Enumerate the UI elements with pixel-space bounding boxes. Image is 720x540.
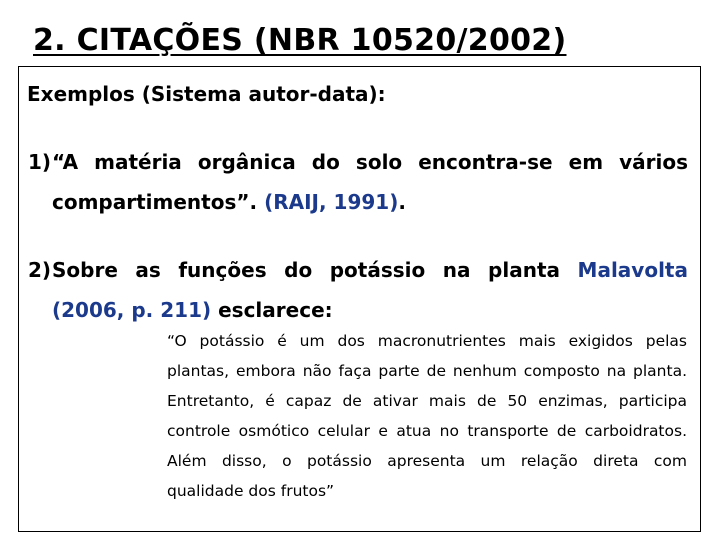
quote-line: Entretanto, é capaz de ativar mais de 50 enzimas, participa — [167, 392, 687, 410]
citation-text — [52, 142, 688, 222]
citation-example-1 — [28, 142, 688, 222]
lead-text: Sobre as funções do potássio na planta — [52, 258, 560, 282]
quoted-text: “A matéria orgânica do solo encontra-se em vários compartimentos”. — [52, 150, 688, 214]
quote-line: controle osmótico celular e atua no transporte de carboidratos. — [167, 422, 687, 440]
citation-text — [52, 250, 688, 330]
item-number: 1) — [28, 150, 52, 174]
slide-title: 2. CITAÇÕES (NBR 10520/2002) — [33, 23, 567, 58]
quote-line: plantas, embora não faça parte de nenhum composto na planta. — [167, 362, 687, 380]
citation-example-2 — [28, 250, 688, 330]
quote-line: “O potássio é um dos macronutrientes mais exigidos pelas — [167, 332, 687, 350]
citation-reference: (RAIJ, 1991) — [264, 190, 399, 214]
quote-line: qualidade dos frutos” — [167, 482, 335, 500]
citation-reference: Malavolta (2006, p. 211) — [52, 258, 688, 322]
section-heading: Exemplos (Sistema autor-data): — [27, 82, 386, 106]
citation-suffix: . — [398, 190, 406, 214]
long-quotation — [167, 326, 687, 506]
trail-text: esclarece: — [218, 298, 333, 322]
item-number: 2) — [28, 258, 52, 282]
quote-line: Além disso, o potássio apresenta um relação direta com — [167, 452, 687, 470]
